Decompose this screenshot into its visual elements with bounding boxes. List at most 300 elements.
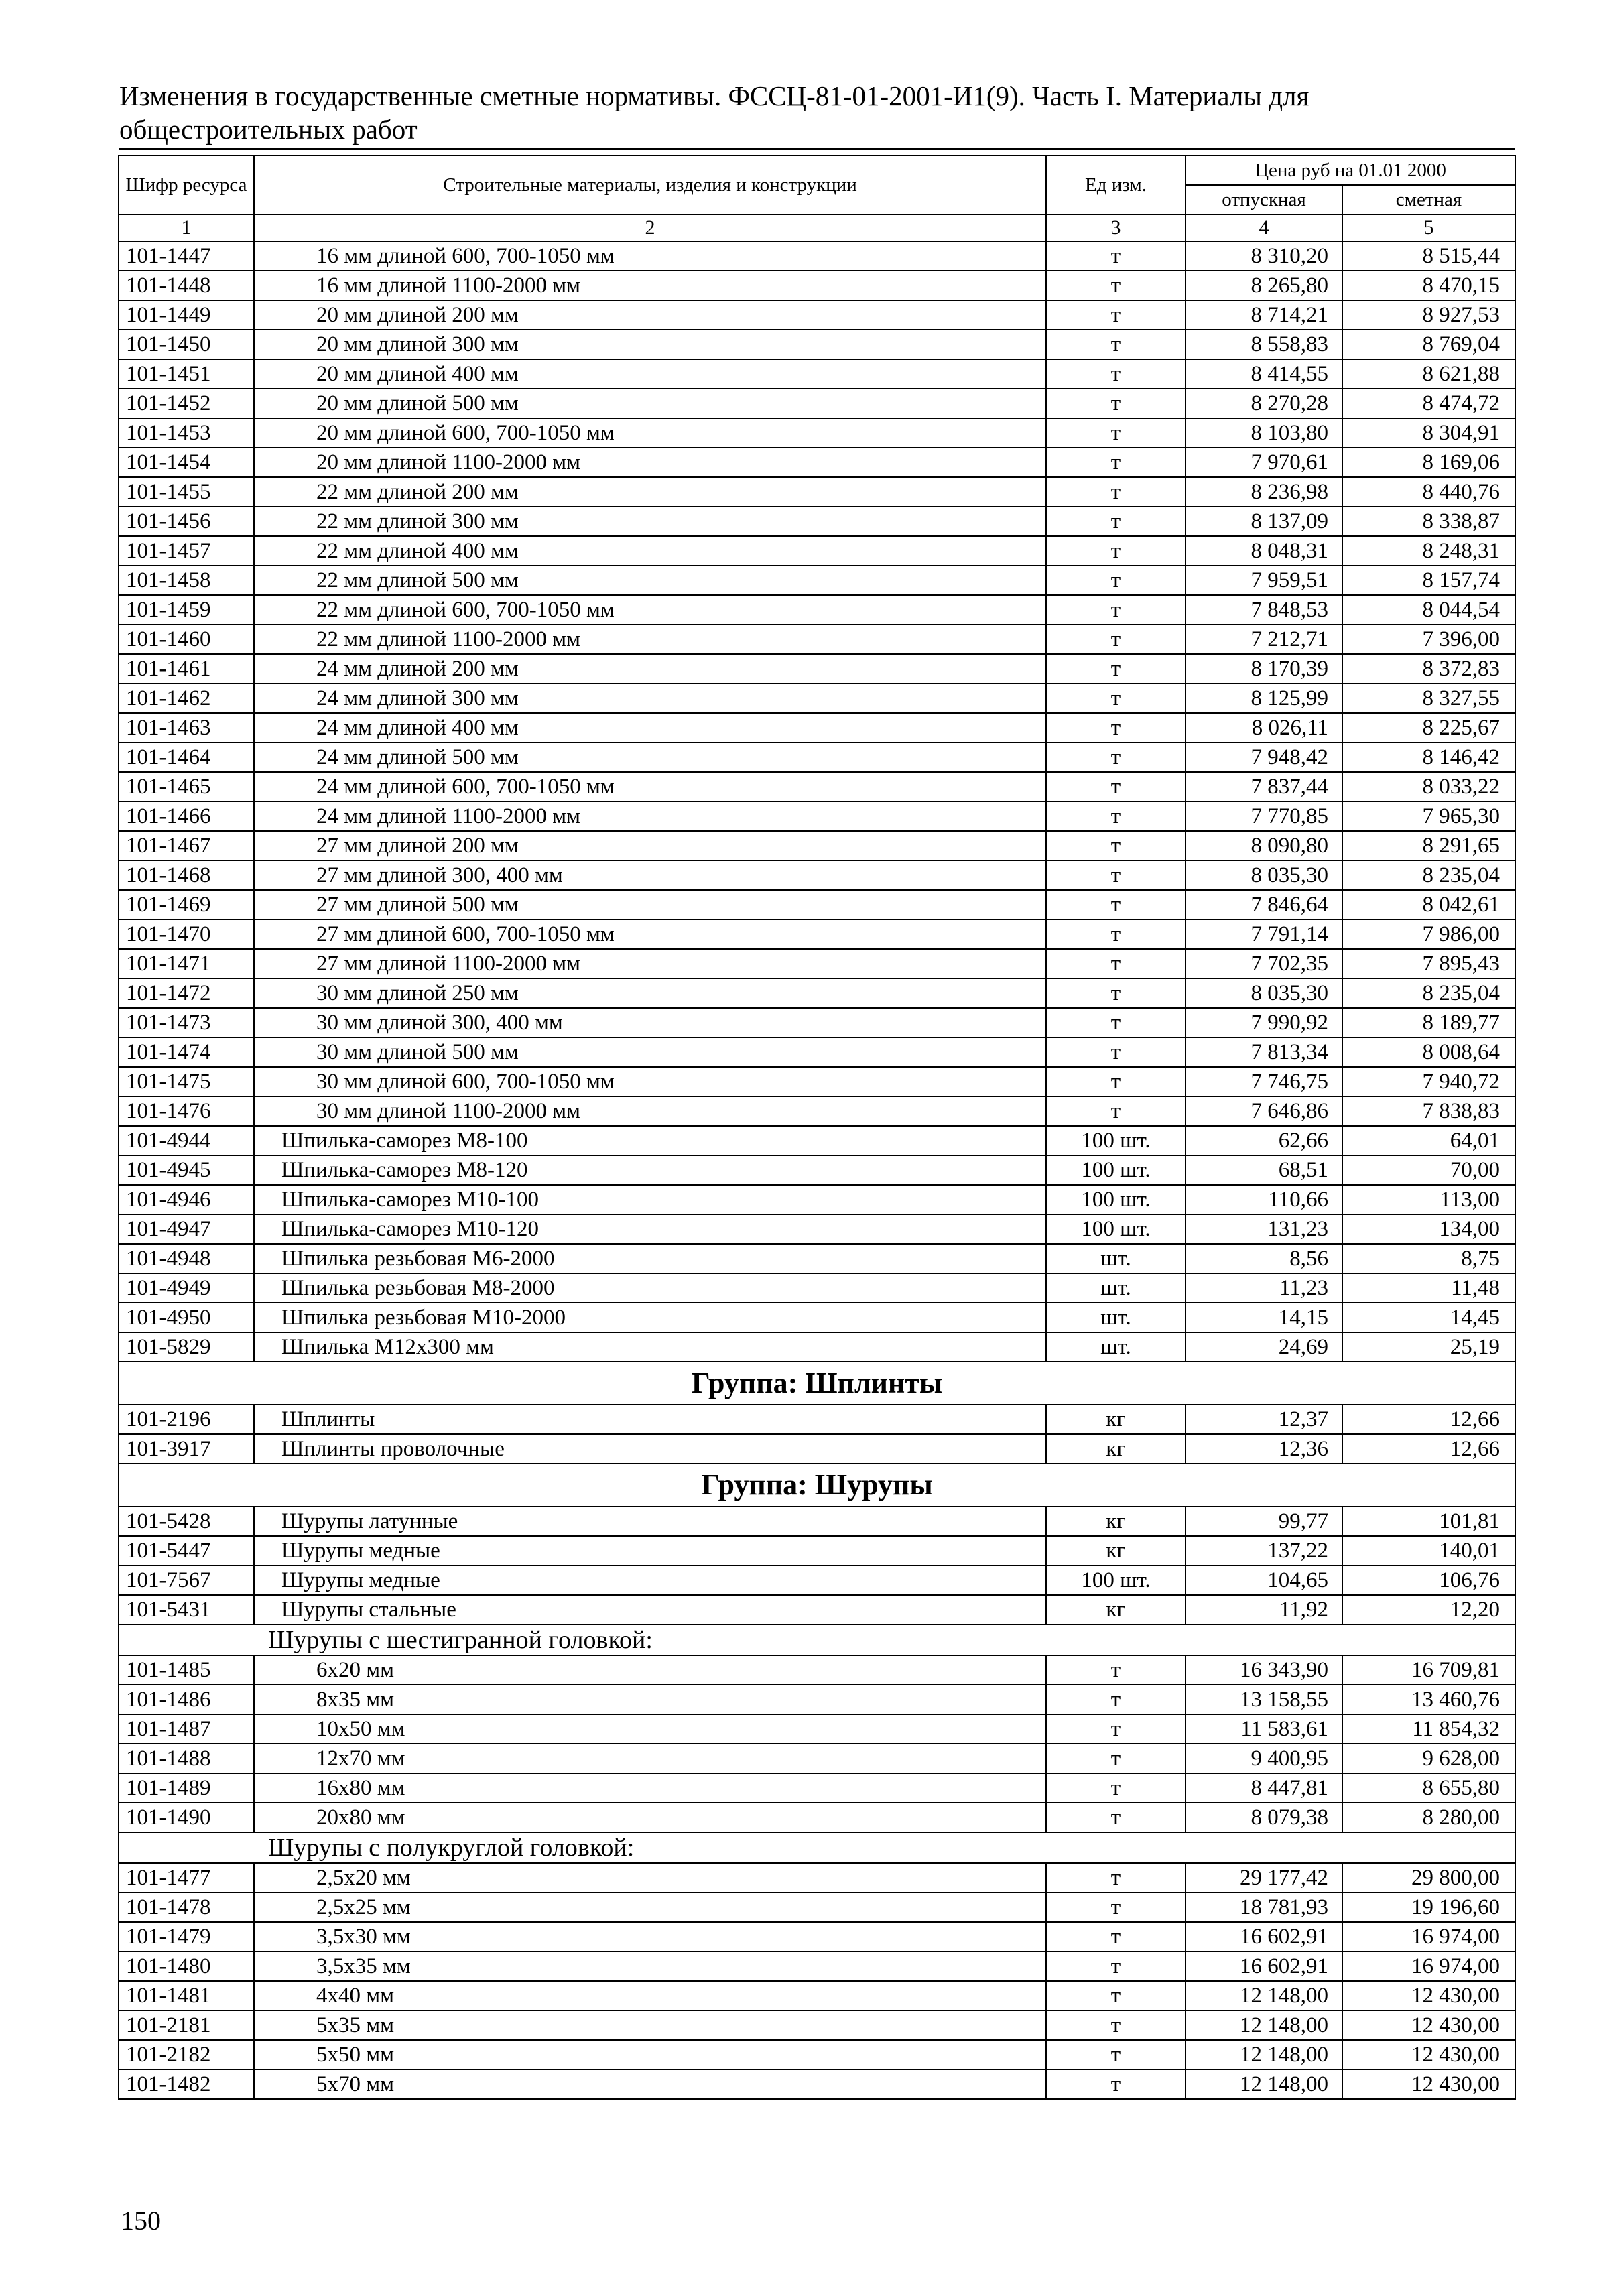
estimate-price: 19 196,60 — [1342, 1893, 1515, 1922]
wholesale-price: 7 848,53 — [1186, 595, 1342, 625]
table-row — [119, 1303, 1515, 1332]
estimate-price: 12,66 — [1342, 1405, 1515, 1434]
unit: т — [1046, 802, 1186, 831]
material-name: Шпилька М12х300 мм — [254, 1332, 1046, 1362]
unit: 100 шт. — [1046, 1214, 1186, 1244]
table-row — [119, 743, 1515, 772]
resource-code: 101-7567 — [119, 1566, 254, 1595]
table-row — [119, 1655, 1515, 1685]
unit: т — [1046, 595, 1186, 625]
wholesale-price: 8 270,28 — [1186, 389, 1342, 418]
table-row — [119, 1008, 1515, 1037]
group-heading: Группа: Шурупы — [119, 1464, 1515, 1507]
group-heading: Группа: Шплинты — [119, 1362, 1515, 1405]
unit: т — [1046, 2040, 1186, 2069]
unit: т — [1046, 477, 1186, 507]
unit: т — [1046, 1067, 1186, 1096]
table-row — [119, 1185, 1515, 1214]
estimate-price: 16 709,81 — [1342, 1655, 1515, 1685]
estimate-price: 16 974,00 — [1342, 1952, 1515, 1981]
resource-code: 101-1477 — [119, 1863, 254, 1893]
table-row — [119, 684, 1515, 713]
unit: т — [1046, 772, 1186, 802]
unit: кг — [1046, 1507, 1186, 1536]
estimate-price: 11 854,32 — [1342, 1714, 1515, 1744]
resource-code: 101-1455 — [119, 477, 254, 507]
table-row — [119, 2040, 1515, 2069]
material-name: Шурупы медные — [254, 1566, 1046, 1595]
table-row — [119, 448, 1515, 477]
unit: шт. — [1046, 1244, 1186, 1273]
table-row — [119, 1155, 1515, 1185]
material-name: Шпилька резьбовая М6-2000 — [254, 1244, 1046, 1273]
resource-code: 101-4946 — [119, 1185, 254, 1214]
material-name: Шплинты — [254, 1405, 1046, 1434]
materials-table-body — [119, 155, 1515, 2099]
estimate-price: 9 628,00 — [1342, 1744, 1515, 1773]
resource-code: 101-1467 — [119, 831, 254, 860]
material-name: 30 мм длиной 600, 700-1050 мм — [254, 1067, 1046, 1096]
wholesale-price: 16 602,91 — [1186, 1952, 1342, 1981]
estimate-price: 8 470,15 — [1342, 271, 1515, 300]
estimate-price: 101,81 — [1342, 1507, 1515, 1536]
estimate-price: 12 430,00 — [1342, 2011, 1515, 2040]
unit: т — [1046, 1744, 1186, 1773]
resource-code: 101-4947 — [119, 1214, 254, 1244]
wholesale-price: 7 702,35 — [1186, 949, 1342, 978]
unit: т — [1046, 1037, 1186, 1067]
unit: т — [1046, 536, 1186, 566]
resource-code: 101-1471 — [119, 949, 254, 978]
resource-code: 101-1490 — [119, 1803, 254, 1832]
material-name: 22 мм длиной 1100-2000 мм — [254, 625, 1046, 654]
table-row — [119, 1126, 1515, 1155]
resource-code: 101-4945 — [119, 1155, 254, 1185]
resource-code: 101-1457 — [119, 536, 254, 566]
material-name: 20х80 мм — [254, 1803, 1046, 1832]
table-row — [119, 595, 1515, 625]
material-name: 6х20 мм — [254, 1655, 1046, 1685]
material-name: 20 мм длиной 400 мм — [254, 359, 1046, 389]
resource-code: 101-5428 — [119, 1507, 254, 1536]
unit: 100 шт. — [1046, 1185, 1186, 1214]
wholesale-price: 7 791,14 — [1186, 919, 1342, 949]
estimate-price: 7 940,72 — [1342, 1067, 1515, 1096]
column-number: 1 — [119, 214, 254, 241]
resource-code: 101-1453 — [119, 418, 254, 448]
materials-table — [118, 155, 1516, 2100]
table-row — [119, 1714, 1515, 1744]
unit: т — [1046, 241, 1186, 271]
estimate-price: 8 157,74 — [1342, 566, 1515, 595]
table-row — [119, 1981, 1515, 2011]
wholesale-price: 8 125,99 — [1186, 684, 1342, 713]
wholesale-price: 8 079,38 — [1186, 1803, 1342, 1832]
unit: шт. — [1046, 1273, 1186, 1303]
table-row — [119, 2011, 1515, 2040]
material-name: 27 мм длиной 300, 400 мм — [254, 860, 1046, 890]
wholesale-price: 8 310,20 — [1186, 241, 1342, 271]
unit: т — [1046, 743, 1186, 772]
estimate-price: 12,20 — [1342, 1595, 1515, 1624]
unit: т — [1046, 330, 1186, 359]
material-name: 24 мм длиной 200 мм — [254, 654, 1046, 684]
column-number: 3 — [1046, 214, 1186, 241]
page-number: 150 — [121, 2206, 161, 2236]
resource-code: 101-1462 — [119, 684, 254, 713]
resource-code: 101-1464 — [119, 743, 254, 772]
wholesale-price: 8 714,21 — [1186, 300, 1342, 330]
estimate-price: 8 515,44 — [1342, 241, 1515, 271]
resource-code: 101-1454 — [119, 448, 254, 477]
material-name: Шплинты проволочные — [254, 1434, 1046, 1464]
unit: т — [1046, 860, 1186, 890]
estimate-price: 29 800,00 — [1342, 1863, 1515, 1893]
material-name: 22 мм длиной 300 мм — [254, 507, 1046, 536]
header-rule — [119, 148, 1515, 150]
unit: шт. — [1046, 1303, 1186, 1332]
wholesale-price: 7 813,34 — [1186, 1037, 1342, 1067]
estimate-price: 8 655,80 — [1342, 1773, 1515, 1803]
header-unit: Ед изм. — [1046, 155, 1186, 214]
material-name: 30 мм длиной 500 мм — [254, 1037, 1046, 1067]
resource-code: 101-1472 — [119, 978, 254, 1008]
wholesale-price: 16 343,90 — [1186, 1655, 1342, 1685]
header-price: Цена руб на 01.01 2000 — [1186, 155, 1515, 185]
wholesale-price: 8 447,81 — [1186, 1773, 1342, 1803]
material-name: 24 мм длиной 400 мм — [254, 713, 1046, 743]
wholesale-price: 8 035,30 — [1186, 860, 1342, 890]
table-row — [119, 359, 1515, 389]
material-name: 20 мм длиной 600, 700-1050 мм — [254, 418, 1046, 448]
material-name: Шурупы стальные — [254, 1595, 1046, 1624]
material-name: 30 мм длиной 250 мм — [254, 978, 1046, 1008]
resource-code: 101-4944 — [119, 1126, 254, 1155]
material-name: 3,5х30 мм — [254, 1922, 1046, 1952]
header-line-1: Изменения в государственные сметные нормативы. ФССЦ-81-01-2001-И1(9). Часть I. Материалы для — [119, 80, 1309, 111]
wholesale-price: 8 048,31 — [1186, 536, 1342, 566]
estimate-price: 8 327,55 — [1342, 684, 1515, 713]
material-name: 20 мм длиной 300 мм — [254, 330, 1046, 359]
estimate-price: 8 008,64 — [1342, 1037, 1515, 1067]
material-name: 5х70 мм — [254, 2069, 1046, 2099]
estimate-price: 7 838,83 — [1342, 1096, 1515, 1126]
estimate-price: 8 769,04 — [1342, 330, 1515, 359]
material-name: 24 мм длиной 600, 700-1050 мм — [254, 772, 1046, 802]
table-row — [119, 1863, 1515, 1893]
resource-code: 101-1466 — [119, 802, 254, 831]
resource-code: 101-1488 — [119, 1744, 254, 1773]
wholesale-price: 12,36 — [1186, 1434, 1342, 1464]
estimate-price: 14,45 — [1342, 1303, 1515, 1332]
wholesale-price: 110,66 — [1186, 1185, 1342, 1214]
unit: кг — [1046, 1536, 1186, 1566]
unit: т — [1046, 1922, 1186, 1952]
estimate-price: 134,00 — [1342, 1214, 1515, 1244]
table-row — [119, 1214, 1515, 1244]
material-name: 24 мм длиной 1100-2000 мм — [254, 802, 1046, 831]
wholesale-price: 99,77 — [1186, 1507, 1342, 1536]
resource-code: 101-1489 — [119, 1773, 254, 1803]
wholesale-price: 18 781,93 — [1186, 1893, 1342, 1922]
table-row — [119, 1067, 1515, 1096]
resource-code: 101-4949 — [119, 1273, 254, 1303]
unit: 100 шт. — [1046, 1155, 1186, 1185]
wholesale-price: 12 148,00 — [1186, 2069, 1342, 2099]
unit: т — [1046, 625, 1186, 654]
resource-code: 101-1474 — [119, 1037, 254, 1067]
estimate-price: 8 225,67 — [1342, 713, 1515, 743]
resource-code: 101-1456 — [119, 507, 254, 536]
estimate-price: 8 033,22 — [1342, 772, 1515, 802]
resource-code: 101-2182 — [119, 2040, 254, 2069]
table-row — [119, 1434, 1515, 1464]
estimate-price: 12 430,00 — [1342, 2040, 1515, 2069]
unit: 100 шт. — [1046, 1126, 1186, 1155]
unit: т — [1046, 1893, 1186, 1922]
unit: т — [1046, 359, 1186, 389]
unit: т — [1046, 1714, 1186, 1744]
header-name: Строительные материалы, изделия и конструкции — [254, 155, 1046, 214]
unit: кг — [1046, 1405, 1186, 1434]
table-row — [119, 831, 1515, 860]
table-row — [119, 1744, 1515, 1773]
resource-code: 101-1460 — [119, 625, 254, 654]
wholesale-price: 8 035,30 — [1186, 978, 1342, 1008]
estimate-price: 16 974,00 — [1342, 1922, 1515, 1952]
subgroup-heading-row — [119, 1832, 1515, 1863]
estimate-price: 7 895,43 — [1342, 949, 1515, 978]
unit: т — [1046, 566, 1186, 595]
header-line-2: общестроительных работ — [119, 114, 418, 145]
material-name: 16х80 мм — [254, 1773, 1046, 1803]
column-number: 5 — [1342, 214, 1515, 241]
unit: т — [1046, 418, 1186, 448]
table-row — [119, 1332, 1515, 1362]
wholesale-price: 7 837,44 — [1186, 772, 1342, 802]
table-header-row — [119, 155, 1515, 185]
material-name: Шпилька-саморез М10-120 — [254, 1214, 1046, 1244]
table-row — [119, 1507, 1515, 1536]
table-row — [119, 1037, 1515, 1067]
header-wholesale: отпускная — [1186, 185, 1342, 214]
subgroup-heading-row — [119, 1624, 1515, 1655]
wholesale-price: 7 770,85 — [1186, 802, 1342, 831]
material-name: Шпилька резьбовая М8-2000 — [254, 1273, 1046, 1303]
wholesale-price: 62,66 — [1186, 1126, 1342, 1155]
material-name: 10х50 мм — [254, 1714, 1046, 1744]
unit: т — [1046, 1952, 1186, 1981]
estimate-price: 8 280,00 — [1342, 1803, 1515, 1832]
resource-code: 101-1480 — [119, 1952, 254, 1981]
wholesale-price: 7 212,71 — [1186, 625, 1342, 654]
material-name: 30 мм длиной 300, 400 мм — [254, 1008, 1046, 1037]
estimate-price: 13 460,76 — [1342, 1685, 1515, 1714]
table-row — [119, 507, 1515, 536]
table-row — [119, 713, 1515, 743]
table-row — [119, 418, 1515, 448]
table-row — [119, 949, 1515, 978]
resource-code: 101-1450 — [119, 330, 254, 359]
estimate-price: 12,66 — [1342, 1434, 1515, 1464]
table-row — [119, 625, 1515, 654]
wholesale-price: 12 148,00 — [1186, 2040, 1342, 2069]
estimate-price: 12 430,00 — [1342, 2069, 1515, 2099]
unit: 100 шт. — [1046, 1566, 1186, 1595]
estimate-price: 11,48 — [1342, 1273, 1515, 1303]
unit: т — [1046, 1803, 1186, 1832]
table-row — [119, 1244, 1515, 1273]
table-row — [119, 654, 1515, 684]
material-name: 20 мм длиной 1100-2000 мм — [254, 448, 1046, 477]
resource-code: 101-1451 — [119, 359, 254, 389]
material-name: 2,5х20 мм — [254, 1863, 1046, 1893]
table-row — [119, 772, 1515, 802]
wholesale-price: 14,15 — [1186, 1303, 1342, 1332]
resource-code: 101-1449 — [119, 300, 254, 330]
column-number: 4 — [1186, 214, 1342, 241]
resource-code: 101-1479 — [119, 1922, 254, 1952]
table-row — [119, 330, 1515, 359]
material-name: 24 мм длиной 300 мм — [254, 684, 1046, 713]
estimate-price: 12 430,00 — [1342, 1981, 1515, 2011]
wholesale-price: 11 583,61 — [1186, 1714, 1342, 1744]
material-name: 24 мм длиной 500 мм — [254, 743, 1046, 772]
resource-code: 101-1469 — [119, 890, 254, 919]
resource-code: 101-5431 — [119, 1595, 254, 1624]
estimate-price: 106,76 — [1342, 1566, 1515, 1595]
wholesale-price: 16 602,91 — [1186, 1922, 1342, 1952]
table-row — [119, 1952, 1515, 1981]
material-name: 16 мм длиной 600, 700-1050 мм — [254, 241, 1046, 271]
wholesale-price: 8,56 — [1186, 1244, 1342, 1273]
resource-code: 101-3917 — [119, 1434, 254, 1464]
unit: кг — [1046, 1434, 1186, 1464]
column-number-row — [119, 214, 1515, 241]
wholesale-price: 12 148,00 — [1186, 2011, 1342, 2040]
wholesale-price: 8 170,39 — [1186, 654, 1342, 684]
resource-code: 101-5829 — [119, 1332, 254, 1362]
table-row — [119, 1595, 1515, 1624]
resource-code: 101-1447 — [119, 241, 254, 271]
wholesale-price: 8 236,98 — [1186, 477, 1342, 507]
unit: т — [1046, 1096, 1186, 1126]
resource-code: 101-1485 — [119, 1655, 254, 1685]
table-row — [119, 978, 1515, 1008]
page-header — [119, 79, 1393, 146]
table-row — [119, 300, 1515, 330]
estimate-price: 8 042,61 — [1342, 890, 1515, 919]
material-name: 20 мм длиной 500 мм — [254, 389, 1046, 418]
wholesale-price: 68,51 — [1186, 1155, 1342, 1185]
material-name: 2,5х25 мм — [254, 1893, 1046, 1922]
resource-code: 101-2181 — [119, 2011, 254, 2040]
unit: шт. — [1046, 1332, 1186, 1362]
unit: т — [1046, 890, 1186, 919]
estimate-price: 70,00 — [1342, 1155, 1515, 1185]
material-name: Шпилька резьбовая М10-2000 — [254, 1303, 1046, 1332]
material-name: 27 мм длиной 600, 700-1050 мм — [254, 919, 1046, 949]
table-row — [119, 241, 1515, 271]
material-name: 27 мм длиной 200 мм — [254, 831, 1046, 860]
table-row — [119, 389, 1515, 418]
estimate-price: 8 304,91 — [1342, 418, 1515, 448]
unit: т — [1046, 1655, 1186, 1685]
estimate-price: 8 169,06 — [1342, 448, 1515, 477]
unit: т — [1046, 389, 1186, 418]
resource-code: 101-4948 — [119, 1244, 254, 1273]
unit: т — [1046, 831, 1186, 860]
material-name: 12х70 мм — [254, 1744, 1046, 1773]
estimate-price: 8 440,76 — [1342, 477, 1515, 507]
column-number: 2 — [254, 214, 1046, 241]
wholesale-price: 12,37 — [1186, 1405, 1342, 1434]
table-row — [119, 890, 1515, 919]
estimate-price: 8 248,31 — [1342, 536, 1515, 566]
resource-code: 101-1465 — [119, 772, 254, 802]
unit: т — [1046, 2011, 1186, 2040]
wholesale-price: 9 400,95 — [1186, 1744, 1342, 1773]
unit: т — [1046, 507, 1186, 536]
unit: т — [1046, 1685, 1186, 1714]
wholesale-price: 11,92 — [1186, 1595, 1342, 1624]
estimate-price: 8 235,04 — [1342, 978, 1515, 1008]
table-row — [119, 1893, 1515, 1922]
resource-code: 101-1482 — [119, 2069, 254, 2099]
table-row — [119, 1096, 1515, 1126]
wholesale-price: 13 158,55 — [1186, 1685, 1342, 1714]
wholesale-price: 137,22 — [1186, 1536, 1342, 1566]
resource-code: 101-1473 — [119, 1008, 254, 1037]
unit: кг — [1046, 1595, 1186, 1624]
subgroup-heading: Шурупы с полукруглой головкой: — [119, 1832, 1515, 1863]
material-name: Шпилька-саморез М10-100 — [254, 1185, 1046, 1214]
header-code: Шифр ресурса — [119, 155, 254, 214]
resource-code: 101-1461 — [119, 654, 254, 684]
material-name: Шурупы медные — [254, 1536, 1046, 1566]
resource-code: 101-1475 — [119, 1067, 254, 1096]
unit: т — [1046, 448, 1186, 477]
material-name: 22 мм длиной 400 мм — [254, 536, 1046, 566]
table-row — [119, 1685, 1515, 1714]
material-name: 22 мм длиной 600, 700-1050 мм — [254, 595, 1046, 625]
unit: т — [1046, 1008, 1186, 1037]
resource-code: 101-1448 — [119, 271, 254, 300]
group-heading-row — [119, 1464, 1515, 1507]
wholesale-price: 7 990,92 — [1186, 1008, 1342, 1037]
material-name: 5х35 мм — [254, 2011, 1046, 2040]
unit: т — [1046, 919, 1186, 949]
unit: т — [1046, 2069, 1186, 2099]
table-row — [119, 1273, 1515, 1303]
estimate-price: 8 235,04 — [1342, 860, 1515, 890]
table-row — [119, 1803, 1515, 1832]
material-name: 22 мм длиной 200 мм — [254, 477, 1046, 507]
table-row — [119, 566, 1515, 595]
table-row — [119, 2069, 1515, 2099]
table-row — [119, 477, 1515, 507]
resource-code: 101-2196 — [119, 1405, 254, 1434]
estimate-price: 25,19 — [1342, 1332, 1515, 1362]
wholesale-price: 7 959,51 — [1186, 566, 1342, 595]
material-name: 4х40 мм — [254, 1981, 1046, 2011]
wholesale-price: 8 414,55 — [1186, 359, 1342, 389]
resource-code: 101-1459 — [119, 595, 254, 625]
table-row — [119, 271, 1515, 300]
wholesale-price: 8 090,80 — [1186, 831, 1342, 860]
estimate-price: 8 372,83 — [1342, 654, 1515, 684]
group-heading-row — [119, 1362, 1515, 1405]
